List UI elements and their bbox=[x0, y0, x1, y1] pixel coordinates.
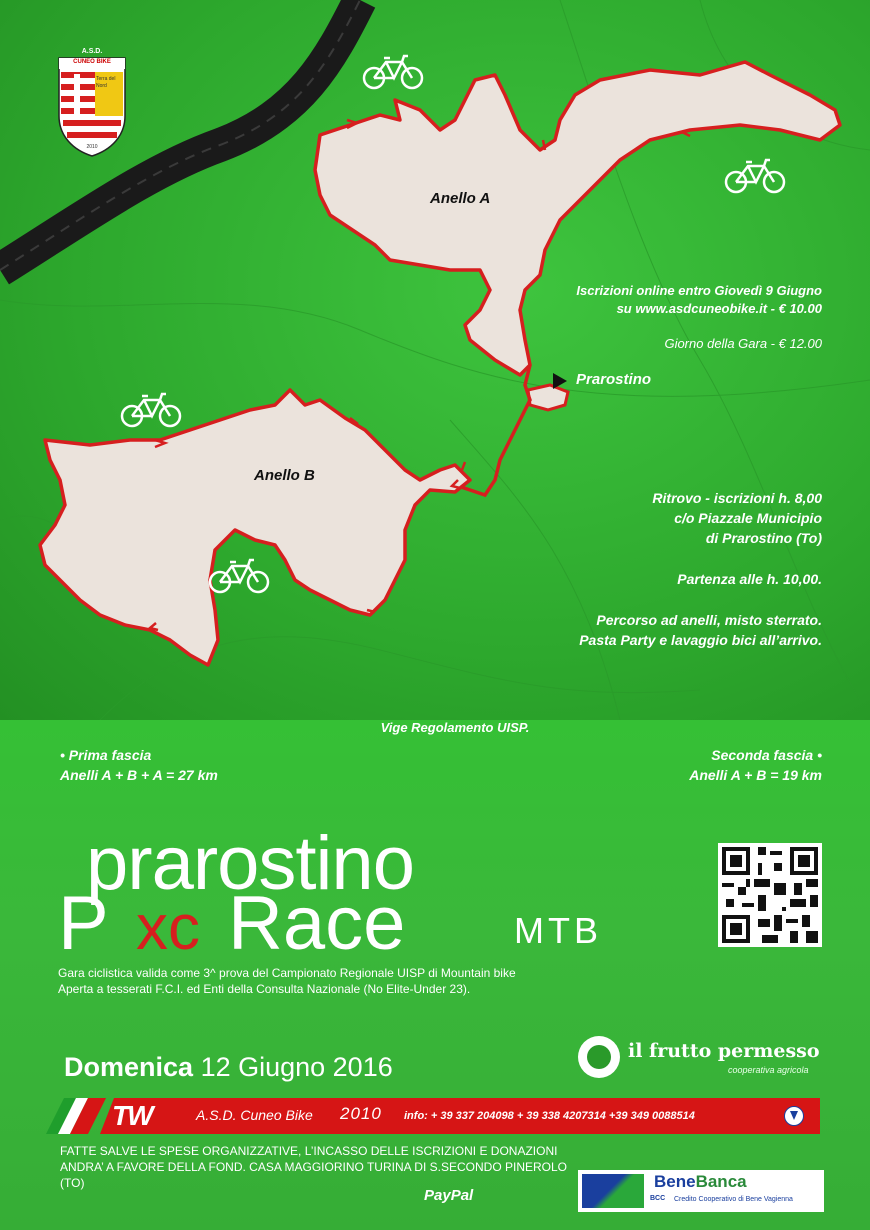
place-label: Prarostino bbox=[576, 371, 652, 388]
frutto-sub: cooperativa agricola bbox=[728, 1065, 809, 1075]
bank-wave-icon bbox=[582, 1174, 644, 1208]
description bbox=[58, 965, 658, 997]
online-registration bbox=[462, 282, 822, 318]
frutto-name: il frutto permesso bbox=[628, 1040, 820, 1062]
loop-b-label: Anello B bbox=[254, 467, 315, 484]
title-word2-left: P bbox=[58, 881, 109, 966]
online-line2: su www.asdcuneobike.it - € 10.00 bbox=[616, 301, 822, 316]
course-line2: Pasta Party e lavaggio bici all’arrivo. bbox=[579, 632, 822, 648]
paypal-logo[interactable]: PayPal bbox=[424, 1187, 474, 1204]
course-info bbox=[462, 610, 822, 650]
motorway bbox=[0, 0, 360, 270]
uisp-icon bbox=[784, 1106, 804, 1126]
footer-line2: ANDRA’ A FAVORE DELLA FOND. CASA MAGGIORINO TURINA DI S.SECONDO PINEROLO (TO) bbox=[60, 1160, 567, 1190]
bar-year: 2010 bbox=[340, 1104, 382, 1123]
bank-name-b: Banca bbox=[695, 1172, 747, 1191]
bar-logo: TW bbox=[112, 1100, 152, 1131]
first-band-value: Anelli A + B + A = 27 km bbox=[60, 767, 218, 783]
bank-bcc: BCC bbox=[650, 1195, 666, 1202]
course-line1: Percorso ad anelli, misto sterrato. bbox=[596, 612, 822, 628]
event-title bbox=[58, 820, 698, 966]
meet-line1: Ritrovo - iscrizioni h. 8,00 bbox=[652, 490, 822, 506]
title-word2-xc: xc bbox=[136, 891, 200, 963]
online-line1: Iscrizioni online entro Giovedì 9 Giugno bbox=[576, 283, 822, 298]
footer-notice bbox=[60, 1143, 580, 1191]
first-band-title: • Prima fascia bbox=[60, 747, 152, 763]
meet-line2: c/o Piazzale Municipio bbox=[674, 510, 822, 526]
badge-line1: A.S.D. bbox=[81, 48, 103, 55]
bank-logo[interactable] bbox=[578, 1170, 824, 1212]
sponsor-frutto[interactable] bbox=[578, 1036, 824, 1080]
bank-name bbox=[654, 1172, 747, 1192]
loop-b-area bbox=[40, 390, 470, 665]
meet-line3: di Prarostino (To) bbox=[705, 530, 822, 546]
second-band-value: Anelli A + B = 19 km bbox=[689, 767, 822, 783]
meeting-point bbox=[502, 488, 822, 548]
rules-note: Vige Regolamento UISP. bbox=[380, 720, 530, 735]
bank-sub: Credito Cooperativo di Bene Vagienna bbox=[674, 1196, 793, 1203]
badge-year: 2010 bbox=[86, 144, 98, 150]
footer-line1: FATTE SALVE LE SPESE ORGANIZZATIVE, L’INCASSO DELLE ISCRIZIONI E DONAZIONI bbox=[60, 1144, 558, 1158]
date-day: Domenica bbox=[64, 1052, 194, 1082]
description-line1: Gara ciclistica valida come 3^ prova del Campionato Regionale UISP di Mountain bike bbox=[58, 966, 516, 980]
bar-contacts: info: + 39 337 204098 + 39 338 4207314 +39 349 0088514 bbox=[404, 1110, 695, 1122]
bank-name-a: Bene bbox=[654, 1172, 696, 1191]
bar-club: A.S.D. Cuneo Bike bbox=[196, 1107, 313, 1123]
title-word2-mtb: MTB bbox=[514, 910, 602, 951]
description-line2: Aperta a tesserati F.C.I. ed Enti della Consulta Nazionale (No Elite-Under 23). bbox=[58, 982, 471, 996]
first-band bbox=[60, 745, 218, 785]
badge-line2: CUNEO BIKE bbox=[73, 59, 111, 65]
badge-motto-2: Nord bbox=[96, 83, 107, 89]
title-word1: prarostino bbox=[86, 821, 414, 906]
qr-code[interactable] bbox=[718, 843, 822, 947]
second-band-title: Seconda fascia • bbox=[711, 747, 822, 763]
race-day-price: Giorno della Gara - € 12.00 bbox=[664, 336, 822, 351]
fruit-icon bbox=[578, 1036, 620, 1078]
second-band bbox=[689, 745, 822, 785]
club-badge bbox=[55, 46, 129, 158]
title-word2-right: Race bbox=[228, 881, 406, 966]
triangle-right-icon bbox=[553, 373, 567, 389]
event-date bbox=[64, 1052, 393, 1083]
date-rest: 12 Giugno 2016 bbox=[200, 1052, 393, 1082]
flag-stripes bbox=[46, 1098, 106, 1134]
start-time: Partenza alle h. 10,00. bbox=[677, 571, 822, 587]
loop-a-area bbox=[315, 62, 840, 375]
badge-motto-1: Terra del bbox=[96, 76, 116, 82]
loop-a-label: Anello A bbox=[430, 190, 491, 207]
